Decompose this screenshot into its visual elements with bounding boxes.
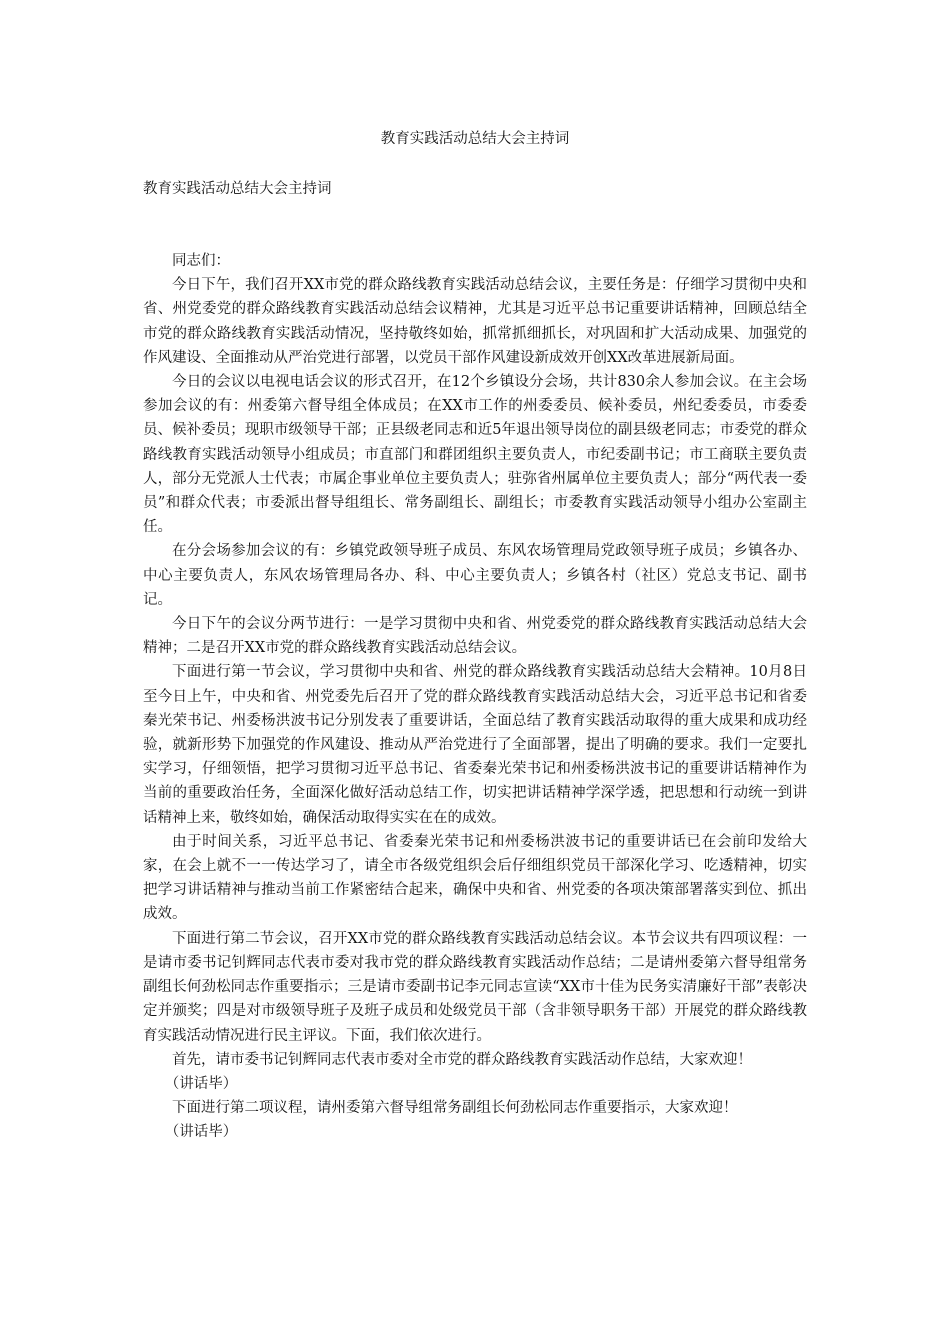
- paragraph: 下面进行第一节会议，学习贯彻中央和省、州党的群众路线教育实践活动总结大会精神。10月8日至今日上午，中央和省、州党委先后召开了党的群众路线教育实践活动总结大会，习近平总书记和省委秦光荣书记、州委杨洪波书记分别发表了重要讲话，全面总结了教育实践活动取得的重大成果和成功经验，就新形势下加强党的作风建设、推动从严治党进行了全面部署，提出了明确的要求。我们一定要扎实学习，仔细领悟，把学习贯彻习近平总书记、省委秦光荣书记和州委杨洪波书记的重要讲话精神作为当前的重要政治任务，全面深化做好活动总结工作，切实把讲话精神学深学透，把思想和行动统一到讲话精神上来，敬终如始，确保活动取得实实在在的成效。: [143, 664, 807, 826]
- paragraph: 下面进行第二项议程，请州委第六督导组常务副组长何劲松同志作重要指示，大家欢迎！: [172, 1100, 738, 1117]
- paragraph: 在分会场参加会议的有：乡镇党政领导班子成员、东风农场管理局党政领导班子成员；乡镇各办、中心主要负责人，东风农场管理局各办、科、中心主要负责人；乡镇各村（社区）党总支书记、副书记。: [143, 543, 807, 608]
- document-title: 教育实践活动总结大会主持词: [380, 131, 570, 147]
- document-body: [143, 249, 807, 1145]
- paragraph: 由于时间关系，习近平总书记、省委秦光荣书记和州委杨洪波书记的重要讲话已在会前印发给大家，在会上就不一一传达学习了，请全市各级党组织会后仔细组织党员干部深化学习、吃透精神，切实把学习讲话精神与推动当前工作紧密结合起来，确保中央和省、州党委的各项决策部署落实到位、抓出成效。: [143, 833, 807, 923]
- stage-note: （讲话毕）: [164, 1124, 238, 1141]
- paragraph: 首先，请市委书记钊辉同志代表市委对全市党的群众路线教育实践活动作总结，大家欢迎！: [172, 1051, 752, 1068]
- paragraph-greeting: 同志们：: [172, 253, 230, 269]
- paragraph: 今日的会议以电视电话会议的形式召开，在12个乡镇设分会场，共计830余人参加会议。在主会场参加会议的有：州委第六督导组全体成员；在XX市工作的州委委员、候补委员，州纪委委员，市委委员、候补委员；现职市级领导干部；正县级老同志和近5年退出领导岗位的副县级老同志；市委党的群众路线教育实践活动领导小组成员；市直部门和群团组织主要负责人，市纪委副书记；市工商联主要负责人，部分无党派人士代表；市属企事业单位主要负责人；驻弥省州属单位主要负责人；部分“两代表一委员”和群众代表；市委派出督导组组长、常务副组长、副组长；市委教育实践活动领导小组办公室副主任。: [143, 374, 807, 536]
- paragraph: 下面进行第二节会议，召开XX市党的群众路线教育实践活动总结会议。本节会议共有四项议程：一是请市委书记钊辉同志代表市委对我市党的群众路线教育实践活动作总结；二是请州委第六督导组常务副组长何劲松同志作重要指示；三是请市委副书记李元同志宣读“XX市十佳为民务实清廉好干部”表彰决定并颁奖；四是对市级领导班子及班子成员和处级党员干部（含非领导职务干部）开展党的群众路线教育实践活动情况进行民主评议。下面，我们依次进行。: [143, 930, 807, 1044]
- paragraph: 今日下午，我们召开XX市党的群众路线教育实践活动总结会议，主要任务是：仔细学习贯彻中央和省、州党委党的群众路线教育实践活动总结会议精神，尤其是习近平总书记重要讲话精神，回顾总结全市党的群众路线教育实践活动情况，坚持敬终如始，抓常抓细抓长，对巩固和扩大活动成果、加强党的作风建设、全面推动从严治党进行部署，以党员干部作风建设新成效开创XX改革进展新局面。: [143, 277, 807, 366]
- paragraph: 今日下午的会议分两节进行：一是学习贯彻中央和省、州党委党的群众路线教育实践活动总结大会精神；二是召开XX市党的群众路线教育实践活动总结会议。: [143, 616, 807, 657]
- document-subtitle: 教育实践活动总结大会主持词: [143, 181, 332, 197]
- stage-note: （讲话毕）: [164, 1075, 238, 1092]
